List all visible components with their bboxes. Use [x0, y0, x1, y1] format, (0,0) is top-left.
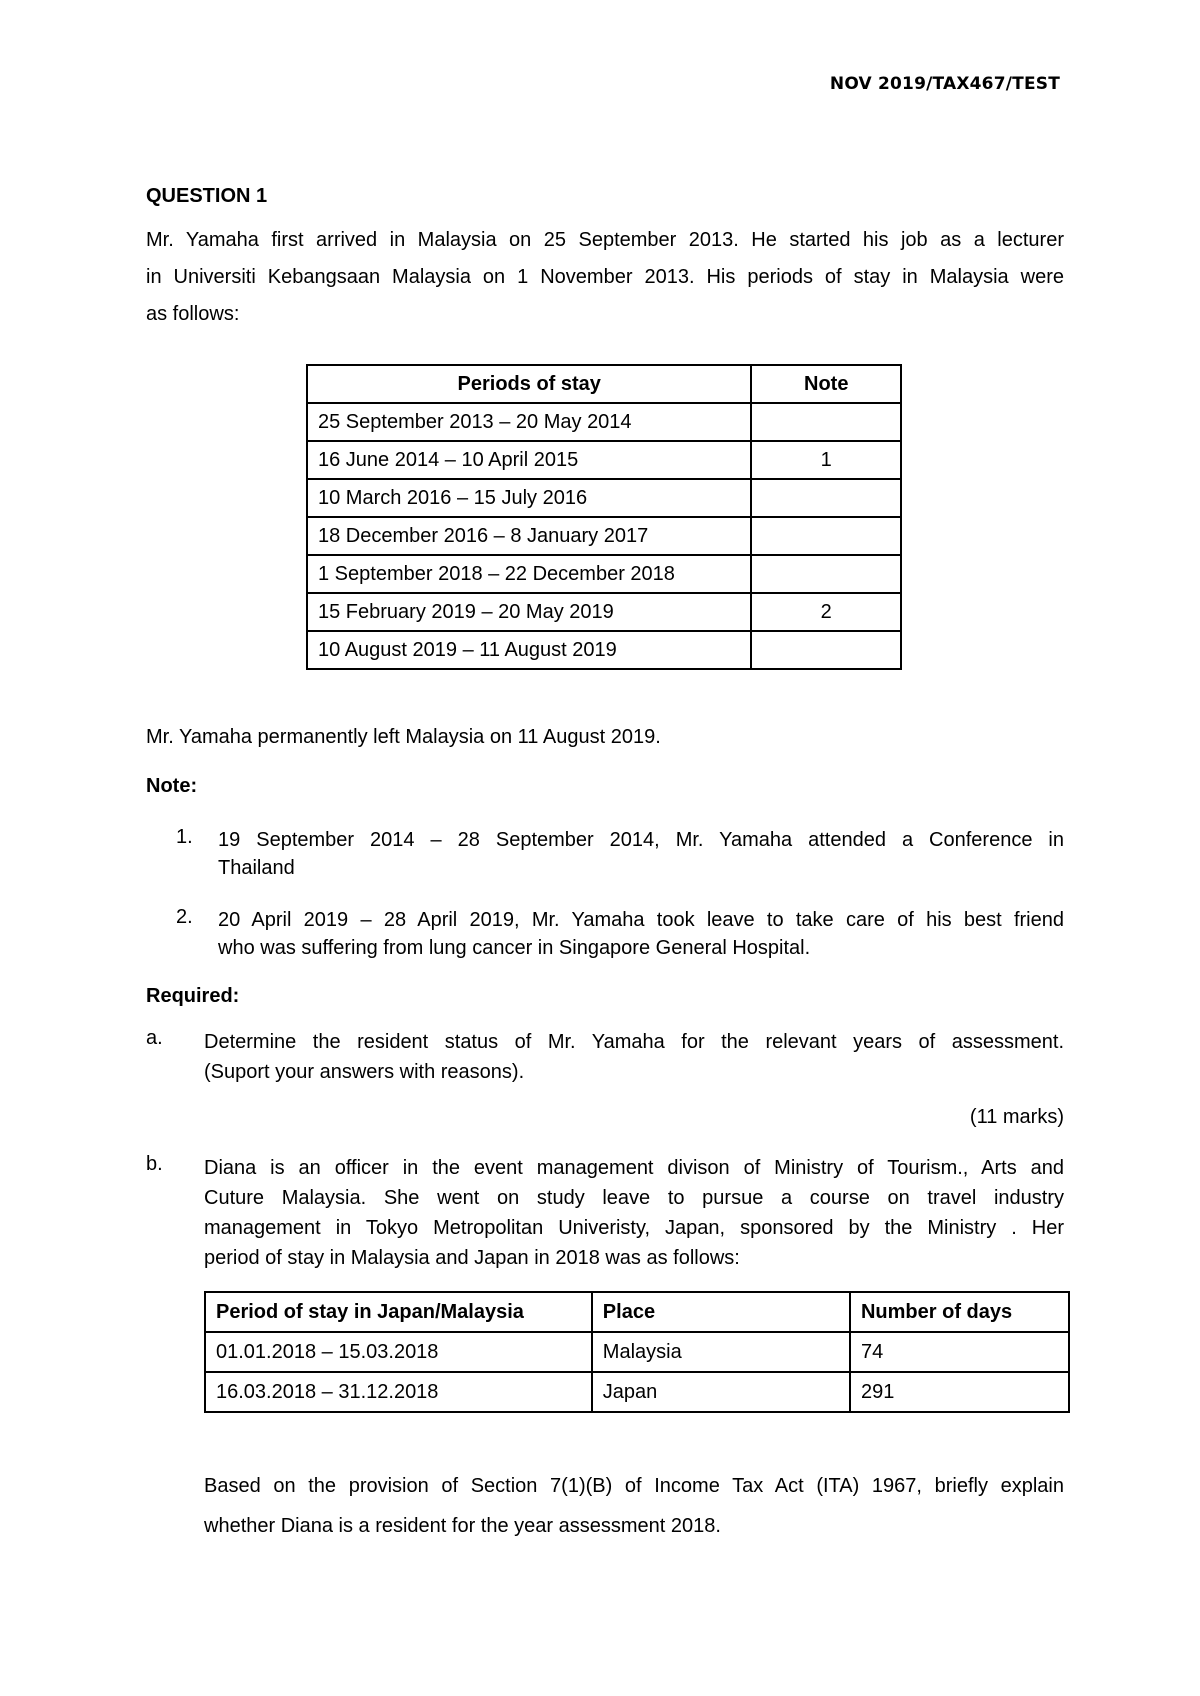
period-cell: 10 August 2019 – 11 August 2019: [307, 631, 751, 669]
part-line: Diana is an officer in the event management divison of Ministry of Tourism., Arts and: [204, 1157, 1064, 1179]
period-cell: 10 March 2016 – 15 July 2016: [307, 479, 751, 517]
column-header-place: Place: [592, 1292, 850, 1332]
column-header-period: Period of stay in Japan/Malaysia: [205, 1292, 592, 1332]
table-row: [307, 479, 901, 517]
note-text: [218, 826, 1064, 882]
intro-line: Mr. Yamaha first arrived in Malaysia on 25 September 2013. He started his job as a lecturer: [146, 229, 1064, 251]
part-label: a.: [146, 1027, 163, 1049]
period-cell: 16.03.2018 – 31.12.2018: [205, 1372, 592, 1412]
days-cell: 291: [850, 1372, 1069, 1412]
question-title: QUESTION 1: [146, 185, 268, 207]
part-text: [204, 1027, 1064, 1087]
note-cell: [751, 631, 901, 669]
note-cell: [751, 517, 901, 555]
note-line: 19 September 2014 – 28 September 2014, Mr. Yamaha attended a Conference in: [218, 829, 1064, 851]
table-row: [307, 517, 901, 555]
question-intro: [146, 222, 1064, 333]
final-line: Based on the provision of Section 7(1)(B) of Income Tax Act (ITA) 1967, briefly explain: [204, 1475, 1064, 1497]
part-line: Determine the resident status of Mr. Yamaha for the relevant years of assessment.: [204, 1031, 1064, 1053]
place-cell: Japan: [592, 1372, 850, 1412]
note-line: Thailand: [218, 857, 295, 879]
part-text: [204, 1153, 1064, 1273]
note-cell: [751, 403, 901, 441]
notes-heading: Note:: [146, 775, 198, 797]
days-cell: 74: [850, 1332, 1069, 1372]
document-code-header: NOV 2019/TAX467/TEST: [829, 74, 1060, 94]
period-cell: 1 September 2018 – 22 December 2018: [307, 555, 751, 593]
table-row: [205, 1332, 1069, 1372]
required-heading: Required:: [146, 985, 240, 1007]
periods-of-stay-table: [306, 364, 902, 670]
note-cell: 1: [751, 441, 901, 479]
marks-label: (11 marks): [969, 1106, 1064, 1128]
table-row: [307, 403, 901, 441]
intro-line: in Universiti Kebangsaan Malaysia on 1 November 2013. His periods of stay in Malaysia were: [146, 266, 1064, 288]
intro-line: as follows:: [146, 303, 240, 325]
final-question: [204, 1466, 1064, 1546]
left-malaysia-statement: Mr. Yamaha permanently left Malaysia on 11 August 2019.: [146, 726, 661, 748]
period-cell: 01.01.2018 – 15.03.2018: [205, 1332, 592, 1372]
column-header-days: Number of days: [850, 1292, 1069, 1332]
table-row: [307, 593, 901, 631]
part-line: management in Tokyo Metropolitan Univeristy, Japan, sponsored by the Ministry . Her: [204, 1217, 1064, 1239]
note-text: [218, 906, 1064, 962]
table-row: [307, 555, 901, 593]
note-line: who was suffering from lung cancer in Singapore General Hospital.: [218, 937, 811, 959]
note-number: 1.: [176, 826, 193, 848]
note-cell: [751, 555, 901, 593]
table-row: [307, 441, 901, 479]
column-header-periods: Periods of stay: [307, 365, 751, 403]
column-header-note: Note: [751, 365, 901, 403]
part-line: period of stay in Malaysia and Japan in 2018 was as follows:: [204, 1247, 740, 1269]
note-number: 2.: [176, 906, 193, 928]
note-cell: 2: [751, 593, 901, 631]
place-cell: Malaysia: [592, 1332, 850, 1372]
part-line: Cuture Malaysia. She went on study leave to pursue a course on travel industry: [204, 1187, 1064, 1209]
period-cell: 18 December 2016 – 8 January 2017: [307, 517, 751, 555]
period-cell: 16 June 2014 – 10 April 2015: [307, 441, 751, 479]
table-row: [307, 631, 901, 669]
table-header-row: [307, 365, 901, 403]
table-row: [205, 1372, 1069, 1412]
diana-stay-table: [204, 1291, 1070, 1413]
note-line: 20 April 2019 – 28 April 2019, Mr. Yamaha took leave to take care of his best friend: [218, 909, 1064, 931]
period-cell: 15 February 2019 – 20 May 2019: [307, 593, 751, 631]
final-line: whether Diana is a resident for the year assessment 2018.: [204, 1515, 721, 1537]
part-line: (Suport your answers with reasons).: [204, 1061, 525, 1083]
table-header-row: [205, 1292, 1069, 1332]
note-cell: [751, 479, 901, 517]
period-cell: 25 September 2013 – 20 May 2014: [307, 403, 751, 441]
part-label: b.: [146, 1153, 163, 1175]
